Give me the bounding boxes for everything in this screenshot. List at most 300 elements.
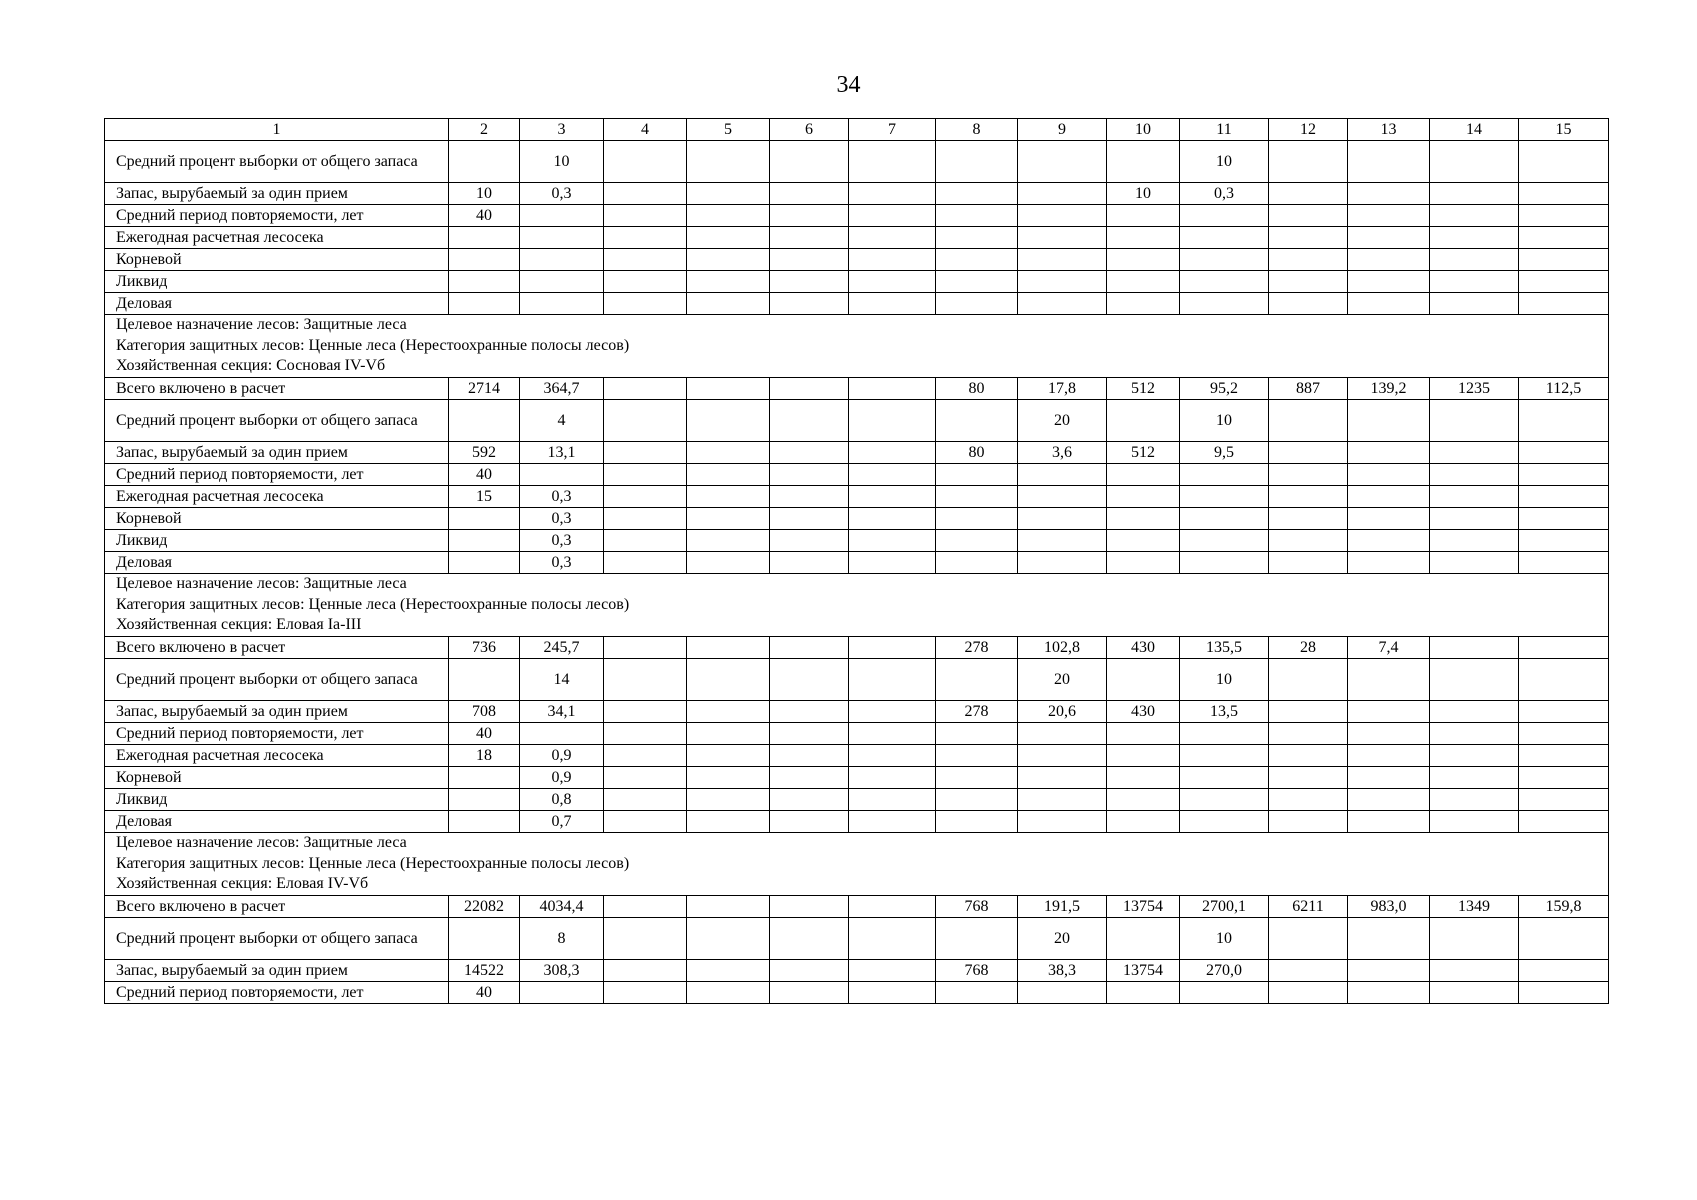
table-cell: 22082 [449, 896, 520, 918]
table-cell [1269, 293, 1348, 315]
table-cell: 10 [1180, 400, 1269, 442]
table-cell: 20 [1018, 659, 1107, 701]
table-cell [604, 960, 687, 982]
column-number-cell: 9 [1018, 119, 1107, 141]
table-cell: 4034,4 [520, 896, 604, 918]
table-cell [1018, 811, 1107, 833]
table-cell [1269, 767, 1348, 789]
table-cell: 592 [449, 442, 520, 464]
table-cell [1348, 293, 1430, 315]
table-cell [770, 701, 849, 723]
table-cell: 2700,1 [1180, 896, 1269, 918]
row-label-cell: Ежегодная расчетная лесосека [105, 745, 449, 767]
table-cell [770, 659, 849, 701]
table-cell [687, 745, 770, 767]
table-cell [520, 293, 604, 315]
table-cell: 10 [1180, 141, 1269, 183]
page-number: 34 [836, 72, 861, 98]
table-cell: 364,7 [520, 378, 604, 400]
table-cell [849, 249, 936, 271]
table-row [105, 982, 1609, 1004]
section-header-line: Целевое назначение лесов: Защитные леса [116, 575, 407, 593]
table-cell [604, 918, 687, 960]
table-cell [770, 249, 849, 271]
table-cell [604, 378, 687, 400]
column-number-cell: 5 [687, 119, 770, 141]
table-cell [1018, 205, 1107, 227]
table-cell [1519, 767, 1609, 789]
table-cell [770, 271, 849, 293]
row-label-cell: Ежегодная расчетная лесосека [105, 486, 449, 508]
table-cell: 159,8 [1519, 896, 1609, 918]
table-cell [1519, 918, 1609, 960]
table-cell [1269, 918, 1348, 960]
table-cell [936, 183, 1018, 205]
table-cell [936, 745, 1018, 767]
table-cell [520, 464, 604, 486]
table-cell [1430, 918, 1519, 960]
table-cell: 512 [1107, 378, 1180, 400]
table-row [105, 637, 1609, 659]
table-cell [1018, 552, 1107, 574]
table-cell [687, 205, 770, 227]
table-cell: 3,6 [1018, 442, 1107, 464]
table-cell [1348, 745, 1430, 767]
table-cell [770, 508, 849, 530]
table-cell [687, 982, 770, 1004]
table-cell [604, 227, 687, 249]
section-header-line: Хозяйственная секция: Еловая IV-Vб [116, 875, 369, 893]
table-cell [1180, 249, 1269, 271]
table-cell [936, 530, 1018, 552]
table-cell: 34,1 [520, 701, 604, 723]
table-cell [604, 400, 687, 442]
table-cell [1430, 293, 1519, 315]
table-cell [1430, 789, 1519, 811]
table-cell [1180, 723, 1269, 745]
table-cell [1519, 659, 1609, 701]
table-cell [1430, 249, 1519, 271]
table-cell [1269, 227, 1348, 249]
table-cell [1430, 183, 1519, 205]
table-cell [1348, 205, 1430, 227]
table-cell: 0,3 [1180, 183, 1269, 205]
section-header-row [105, 315, 1609, 378]
table-cell [1348, 701, 1430, 723]
table-cell: 14522 [449, 960, 520, 982]
table-cell: 270,0 [1180, 960, 1269, 982]
table-cell [1519, 271, 1609, 293]
table-cell [687, 227, 770, 249]
table-cell: 10 [1180, 918, 1269, 960]
table-cell [1430, 442, 1519, 464]
table-cell [1519, 745, 1609, 767]
table-cell [1107, 552, 1180, 574]
table-cell [770, 205, 849, 227]
table-cell [1018, 271, 1107, 293]
table-cell [449, 767, 520, 789]
table-cell [849, 811, 936, 833]
table-cell: 40 [449, 205, 520, 227]
table-row [105, 701, 1609, 723]
table-cell [1519, 789, 1609, 811]
row-label-cell: Средний процент выборки от общего запаса [105, 141, 449, 183]
table-cell [936, 227, 1018, 249]
table-cell [849, 767, 936, 789]
table-cell [1430, 767, 1519, 789]
table-cell [1018, 183, 1107, 205]
table-cell: 15 [449, 486, 520, 508]
table-row [105, 271, 1609, 293]
table-cell [1269, 745, 1348, 767]
table-cell [687, 960, 770, 982]
table-cell [687, 249, 770, 271]
table-cell [1430, 960, 1519, 982]
table-cell: 112,5 [1519, 378, 1609, 400]
table-cell: 708 [449, 701, 520, 723]
table-cell [936, 508, 1018, 530]
table-cell: 10 [1180, 659, 1269, 701]
table-cell [1018, 464, 1107, 486]
table-cell [1348, 464, 1430, 486]
table-cell [1180, 530, 1269, 552]
table-cell: 983,0 [1348, 896, 1430, 918]
table-cell [936, 205, 1018, 227]
column-number-cell: 12 [1269, 119, 1348, 141]
table-cell [1107, 530, 1180, 552]
table-cell: 4 [520, 400, 604, 442]
table-cell [1180, 205, 1269, 227]
table-cell [1519, 723, 1609, 745]
column-number-cell: 10 [1107, 119, 1180, 141]
table-row [105, 745, 1609, 767]
table-cell [449, 227, 520, 249]
table-cell [1107, 982, 1180, 1004]
table-cell: 430 [1107, 637, 1180, 659]
table-cell [849, 486, 936, 508]
table-cell [604, 745, 687, 767]
table-cell: 0,3 [520, 183, 604, 205]
table-cell [1180, 789, 1269, 811]
table-cell [1180, 745, 1269, 767]
table-row [105, 789, 1609, 811]
table-cell [687, 723, 770, 745]
table-cell [604, 637, 687, 659]
table-cell [1269, 530, 1348, 552]
table-cell [1430, 141, 1519, 183]
table-cell [1348, 960, 1430, 982]
column-number-cell: 11 [1180, 119, 1269, 141]
table-cell [1348, 400, 1430, 442]
table-row [105, 400, 1609, 442]
table-cell [1018, 767, 1107, 789]
table-cell [1269, 183, 1348, 205]
table-cell [687, 530, 770, 552]
table-cell [1107, 811, 1180, 833]
table-cell [1348, 249, 1430, 271]
table-cell [770, 400, 849, 442]
table-cell [1107, 659, 1180, 701]
table-cell [936, 918, 1018, 960]
row-label-cell: Корневой [105, 508, 449, 530]
table-cell [687, 464, 770, 486]
table-cell [1269, 205, 1348, 227]
table-cell [770, 464, 849, 486]
table-cell [1180, 271, 1269, 293]
table-cell [1269, 249, 1348, 271]
table-cell: 191,5 [1018, 896, 1107, 918]
table-cell [1269, 659, 1348, 701]
table-cell: 13,5 [1180, 701, 1269, 723]
table-cell [520, 249, 604, 271]
row-label-cell: Запас, вырубаемый за один прием [105, 960, 449, 982]
section-header-line: Хозяйственная секция: Сосновая IV-Vб [116, 357, 386, 375]
table-cell [1519, 205, 1609, 227]
table-cell [449, 293, 520, 315]
table-cell [1430, 723, 1519, 745]
table-cell [1107, 508, 1180, 530]
table-cell [1269, 960, 1348, 982]
row-label-cell: Всего включено в расчет [105, 896, 449, 918]
table-cell [770, 896, 849, 918]
table-cell [1018, 508, 1107, 530]
table-cell [770, 960, 849, 982]
table-cell: 40 [449, 982, 520, 1004]
table-cell: 430 [1107, 701, 1180, 723]
table-cell [604, 811, 687, 833]
table-cell [604, 896, 687, 918]
table-cell [1430, 271, 1519, 293]
table-cell [687, 378, 770, 400]
table-cell [687, 811, 770, 833]
table-cell [687, 637, 770, 659]
table-cell [936, 982, 1018, 1004]
table-cell [1018, 227, 1107, 249]
table-cell [1519, 400, 1609, 442]
table-cell [604, 552, 687, 574]
table-cell: 135,5 [1180, 637, 1269, 659]
table-cell [1430, 464, 1519, 486]
table-cell [849, 442, 936, 464]
table-cell [604, 271, 687, 293]
table-cell: 13754 [1107, 896, 1180, 918]
row-label-cell: Деловая [105, 293, 449, 315]
table-cell [1018, 982, 1107, 1004]
table-cell [1348, 552, 1430, 574]
table-cell [604, 659, 687, 701]
column-number-cell: 1 [105, 119, 449, 141]
table-row [105, 378, 1609, 400]
table-cell: 14 [520, 659, 604, 701]
column-number-cell: 8 [936, 119, 1018, 141]
table-cell [936, 249, 1018, 271]
table-cell [1519, 293, 1609, 315]
table-cell [1269, 701, 1348, 723]
table-cell [1430, 400, 1519, 442]
table-cell [1348, 918, 1430, 960]
table-cell [1269, 486, 1348, 508]
table-cell [770, 227, 849, 249]
table-cell [770, 552, 849, 574]
table-cell [1348, 271, 1430, 293]
table-cell: 8 [520, 918, 604, 960]
table-cell [1018, 293, 1107, 315]
table-cell: 80 [936, 442, 1018, 464]
table-cell [1107, 205, 1180, 227]
table-row [105, 960, 1609, 982]
table-cell: 13754 [1107, 960, 1180, 982]
table-cell [1348, 530, 1430, 552]
table-row [105, 811, 1609, 833]
table-cell: 1349 [1430, 896, 1519, 918]
table-cell [604, 508, 687, 530]
table-cell [770, 982, 849, 1004]
table-cell [449, 249, 520, 271]
table-cell: 40 [449, 723, 520, 745]
table-cell [1107, 293, 1180, 315]
table-cell [1180, 982, 1269, 1004]
column-number-row [105, 119, 1609, 141]
table-cell [1180, 767, 1269, 789]
table-cell [604, 249, 687, 271]
table-cell [687, 508, 770, 530]
table-cell: 1235 [1430, 378, 1519, 400]
table-cell [604, 486, 687, 508]
table-cell [770, 183, 849, 205]
table-cell: 18 [449, 745, 520, 767]
table-cell [849, 637, 936, 659]
row-label-cell: Ежегодная расчетная лесосека [105, 227, 449, 249]
table-cell [449, 811, 520, 833]
section-header-line: Категория защитных лесов: Ценные леса (Нерестоохранные полосы лесов) [116, 854, 630, 872]
table-cell [1519, 442, 1609, 464]
table-cell [687, 701, 770, 723]
section-header-line: Категория защитных лесов: Ценные леса (Нерестоохранные полосы лесов) [116, 595, 630, 613]
table-cell [1430, 552, 1519, 574]
table-cell: 6211 [1269, 896, 1348, 918]
table-row [105, 183, 1609, 205]
table-cell [1348, 659, 1430, 701]
table-cell [1018, 723, 1107, 745]
table-cell [520, 205, 604, 227]
table-cell [1180, 227, 1269, 249]
table-cell [1180, 464, 1269, 486]
table-cell [687, 141, 770, 183]
table-cell [849, 508, 936, 530]
table-cell: 0,3 [520, 530, 604, 552]
table-cell [520, 982, 604, 1004]
table-cell [1107, 227, 1180, 249]
table-cell [1519, 637, 1609, 659]
table-cell [604, 530, 687, 552]
row-label-cell: Средний период повторяемости, лет [105, 723, 449, 745]
table-cell: 28 [1269, 637, 1348, 659]
table-cell [849, 227, 936, 249]
row-label-cell: Средний процент выборки от общего запаса [105, 400, 449, 442]
table-cell [604, 293, 687, 315]
table-cell [1107, 745, 1180, 767]
column-number-cell: 6 [770, 119, 849, 141]
table-cell [1519, 249, 1609, 271]
table-cell [849, 552, 936, 574]
table-cell [936, 789, 1018, 811]
table-cell [1107, 464, 1180, 486]
table-cell [1180, 293, 1269, 315]
row-label-cell: Запас, вырубаемый за один прием [105, 442, 449, 464]
table-cell: 245,7 [520, 637, 604, 659]
table-cell [1519, 530, 1609, 552]
table-cell [1107, 400, 1180, 442]
row-label-cell: Всего включено в расчет [105, 637, 449, 659]
table-cell [1519, 227, 1609, 249]
column-number-cell: 7 [849, 119, 936, 141]
row-label-cell: Деловая [105, 552, 449, 574]
table-cell [1519, 508, 1609, 530]
table-cell: 0,9 [520, 767, 604, 789]
table-cell [770, 789, 849, 811]
table-cell: 40 [449, 464, 520, 486]
table-cell [1107, 271, 1180, 293]
table-row [105, 227, 1609, 249]
table-cell [1519, 982, 1609, 1004]
section-header-cell [105, 833, 1609, 896]
column-number-cell: 4 [604, 119, 687, 141]
table-cell [936, 141, 1018, 183]
table-cell [849, 896, 936, 918]
table-cell [1430, 227, 1519, 249]
table-cell [687, 552, 770, 574]
table-cell: 80 [936, 378, 1018, 400]
table-cell: 0,3 [520, 486, 604, 508]
table-cell: 887 [1269, 378, 1348, 400]
table-cell [1519, 464, 1609, 486]
table-cell: 102,8 [1018, 637, 1107, 659]
table-cell [687, 442, 770, 464]
table-row [105, 552, 1609, 574]
table-cell [520, 227, 604, 249]
table-cell [1430, 205, 1519, 227]
table-cell [1269, 982, 1348, 1004]
table-cell: 768 [936, 960, 1018, 982]
table-cell [1430, 508, 1519, 530]
table-cell [770, 745, 849, 767]
table-cell [849, 982, 936, 1004]
table-cell [1180, 486, 1269, 508]
table-cell [1269, 141, 1348, 183]
table-cell: 13,1 [520, 442, 604, 464]
table-cell [1430, 701, 1519, 723]
table-cell [1348, 141, 1430, 183]
row-label-cell: Запас, вырубаемый за один прием [105, 701, 449, 723]
table-cell [604, 767, 687, 789]
table-cell [1269, 811, 1348, 833]
table-cell [687, 918, 770, 960]
row-label-cell: Ликвид [105, 271, 449, 293]
table-cell: 0,7 [520, 811, 604, 833]
row-label-cell: Средний период повторяемости, лет [105, 205, 449, 227]
table-cell [849, 378, 936, 400]
row-label-cell: Всего включено в расчет [105, 378, 449, 400]
table-cell [1519, 183, 1609, 205]
table-cell [687, 789, 770, 811]
table-cell [849, 918, 936, 960]
table-cell [936, 293, 1018, 315]
table-cell [770, 767, 849, 789]
section-header-cell [105, 315, 1609, 378]
table-cell [770, 637, 849, 659]
row-label-cell: Корневой [105, 767, 449, 789]
table-cell: 768 [936, 896, 1018, 918]
